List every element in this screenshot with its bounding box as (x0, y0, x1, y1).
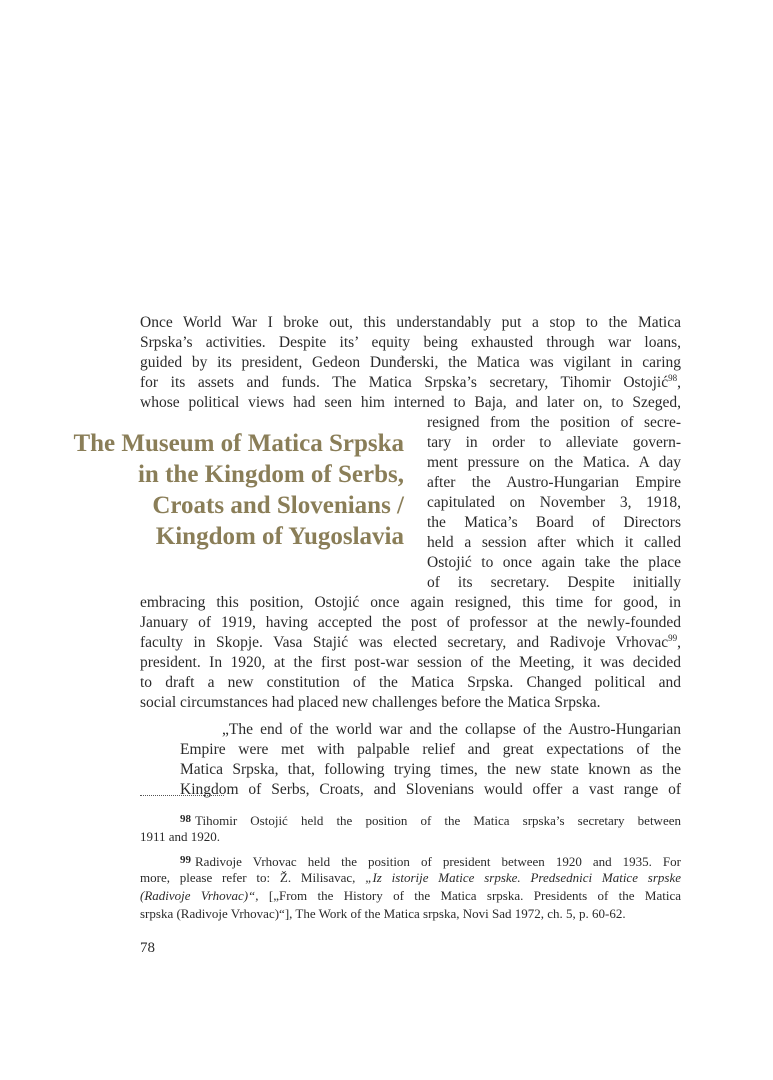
body-text: faculty in Skopje. Vasa Stajić was elected secretary, and Radivoje Vrhovac (140, 634, 669, 651)
section-heading-line-2: in the Kingdom of Serbs, (137, 461, 404, 488)
quote-line: Kingdom of Serbs, Croats, and Slovenians would offer a vast range of (180, 781, 681, 798)
footnote-citation-title: (Radivoje Vrhovac)“ (140, 888, 256, 903)
body-line: embracing this position, Ostojić once again resigned, this time for good, in (140, 594, 681, 611)
body-line: faculty in Skopje. Vasa Stajić was elected secretary, and Radivoje Vrhovac$^{99}$, (140, 633, 681, 651)
body-line: ment pressure on the Matica. A day (427, 454, 681, 471)
body-line: capitulated on November 3, 1918, (427, 494, 681, 511)
body-line: whose political views had seen him interned to Baja, and later on, to Szeged, (140, 394, 681, 411)
body-line: to draft a new constitution of the Matica Srpska. Changed political and (140, 674, 681, 691)
section-heading-line-4: Kingdom of Yugoslavia (155, 523, 404, 550)
footnote-text: more, please refer to: Ž. Milisavac, (140, 870, 366, 885)
body-line: for its assets and funds. The Matica Srpska’s secretary, Tihomir Ostojić$^{98}$, (140, 373, 681, 391)
body-line: president. In 1920, at the first post-war session of the Meeting, it was decided (140, 654, 681, 671)
body-line: the Matica’s Board of Directors (427, 514, 681, 531)
page-number: 78 (140, 940, 155, 956)
footnote-text: Radivoje Vrhovac held the position of president between 1920 and 1935. For (195, 854, 681, 869)
footnote-citation-title: „Iz istorije Matice srpske. Predsednici Matice srpske (365, 870, 681, 885)
footnote-ref-99: 99 (668, 633, 678, 643)
body-line: tary in order to alleviate govern- (427, 434, 681, 451)
footnote-separator (140, 795, 224, 796)
body-line: after the Austro-Hungarian Empire (427, 474, 681, 491)
body-line: Once World War I broke out, this understandably put a stop to the Matica (140, 314, 681, 331)
body-line: social circumstances had placed new challenges before the Matica Srpska. (140, 694, 601, 711)
footnote-98-cont: 1911 and 1920. (140, 829, 221, 844)
footnote-99-cont: srpska (Radivoje Vrhovac)“], The Work of the Matica srpska, Novi Sad 1972, ch. 5, p. 60-62. (140, 906, 626, 921)
quote-line: Empire were met with palpable relief and great expectations of the (180, 741, 681, 758)
body-line: held a session after which it called (427, 534, 681, 551)
section-heading-line-3: Croats and Slovenians / (152, 492, 404, 519)
section-heading-line-1: The Museum of Matica Srpska (73, 430, 404, 457)
body-line: of its secretary. Despite initially (427, 574, 681, 591)
body-line: resigned from the position of secre- (427, 414, 681, 431)
quote-line: Matica Srpska, that, following trying times, the new state known as the (180, 761, 681, 778)
footnote-number: 99 (180, 854, 191, 866)
footnote-text: , [„From the History of the Matica srpska. Presidents of the Matica (255, 888, 681, 903)
body-line: January of 1919, having accepted the post of professor at the newly-founded (140, 614, 681, 631)
quote-line: „The end of the world war and the collapse of the Austro-Hungarian (222, 721, 681, 738)
body-line: Srpska’s activities. Despite its’ equity being exhausted through war loans, (140, 334, 681, 351)
footnote-98 (180, 810, 681, 830)
footnote-99-cont (140, 869, 681, 887)
footnote-99-cont (140, 887, 681, 905)
body-text: for its assets and funds. The Matica Srpska’s secretary, Tihomir Ostojić (140, 374, 669, 391)
body-line: Ostojić to once again take the place (427, 554, 681, 571)
body-line: guided by its president, Gedeon Dunđerski, the Matica was vigilant in caring (140, 354, 681, 371)
footnote-ref-98: 98 (668, 373, 678, 383)
footnote-number: 98 (180, 813, 191, 825)
footnote-99 (180, 851, 681, 871)
footnote-text: Tihomir Ostojić held the position of the Matica srpska’s secretary between (195, 813, 681, 828)
